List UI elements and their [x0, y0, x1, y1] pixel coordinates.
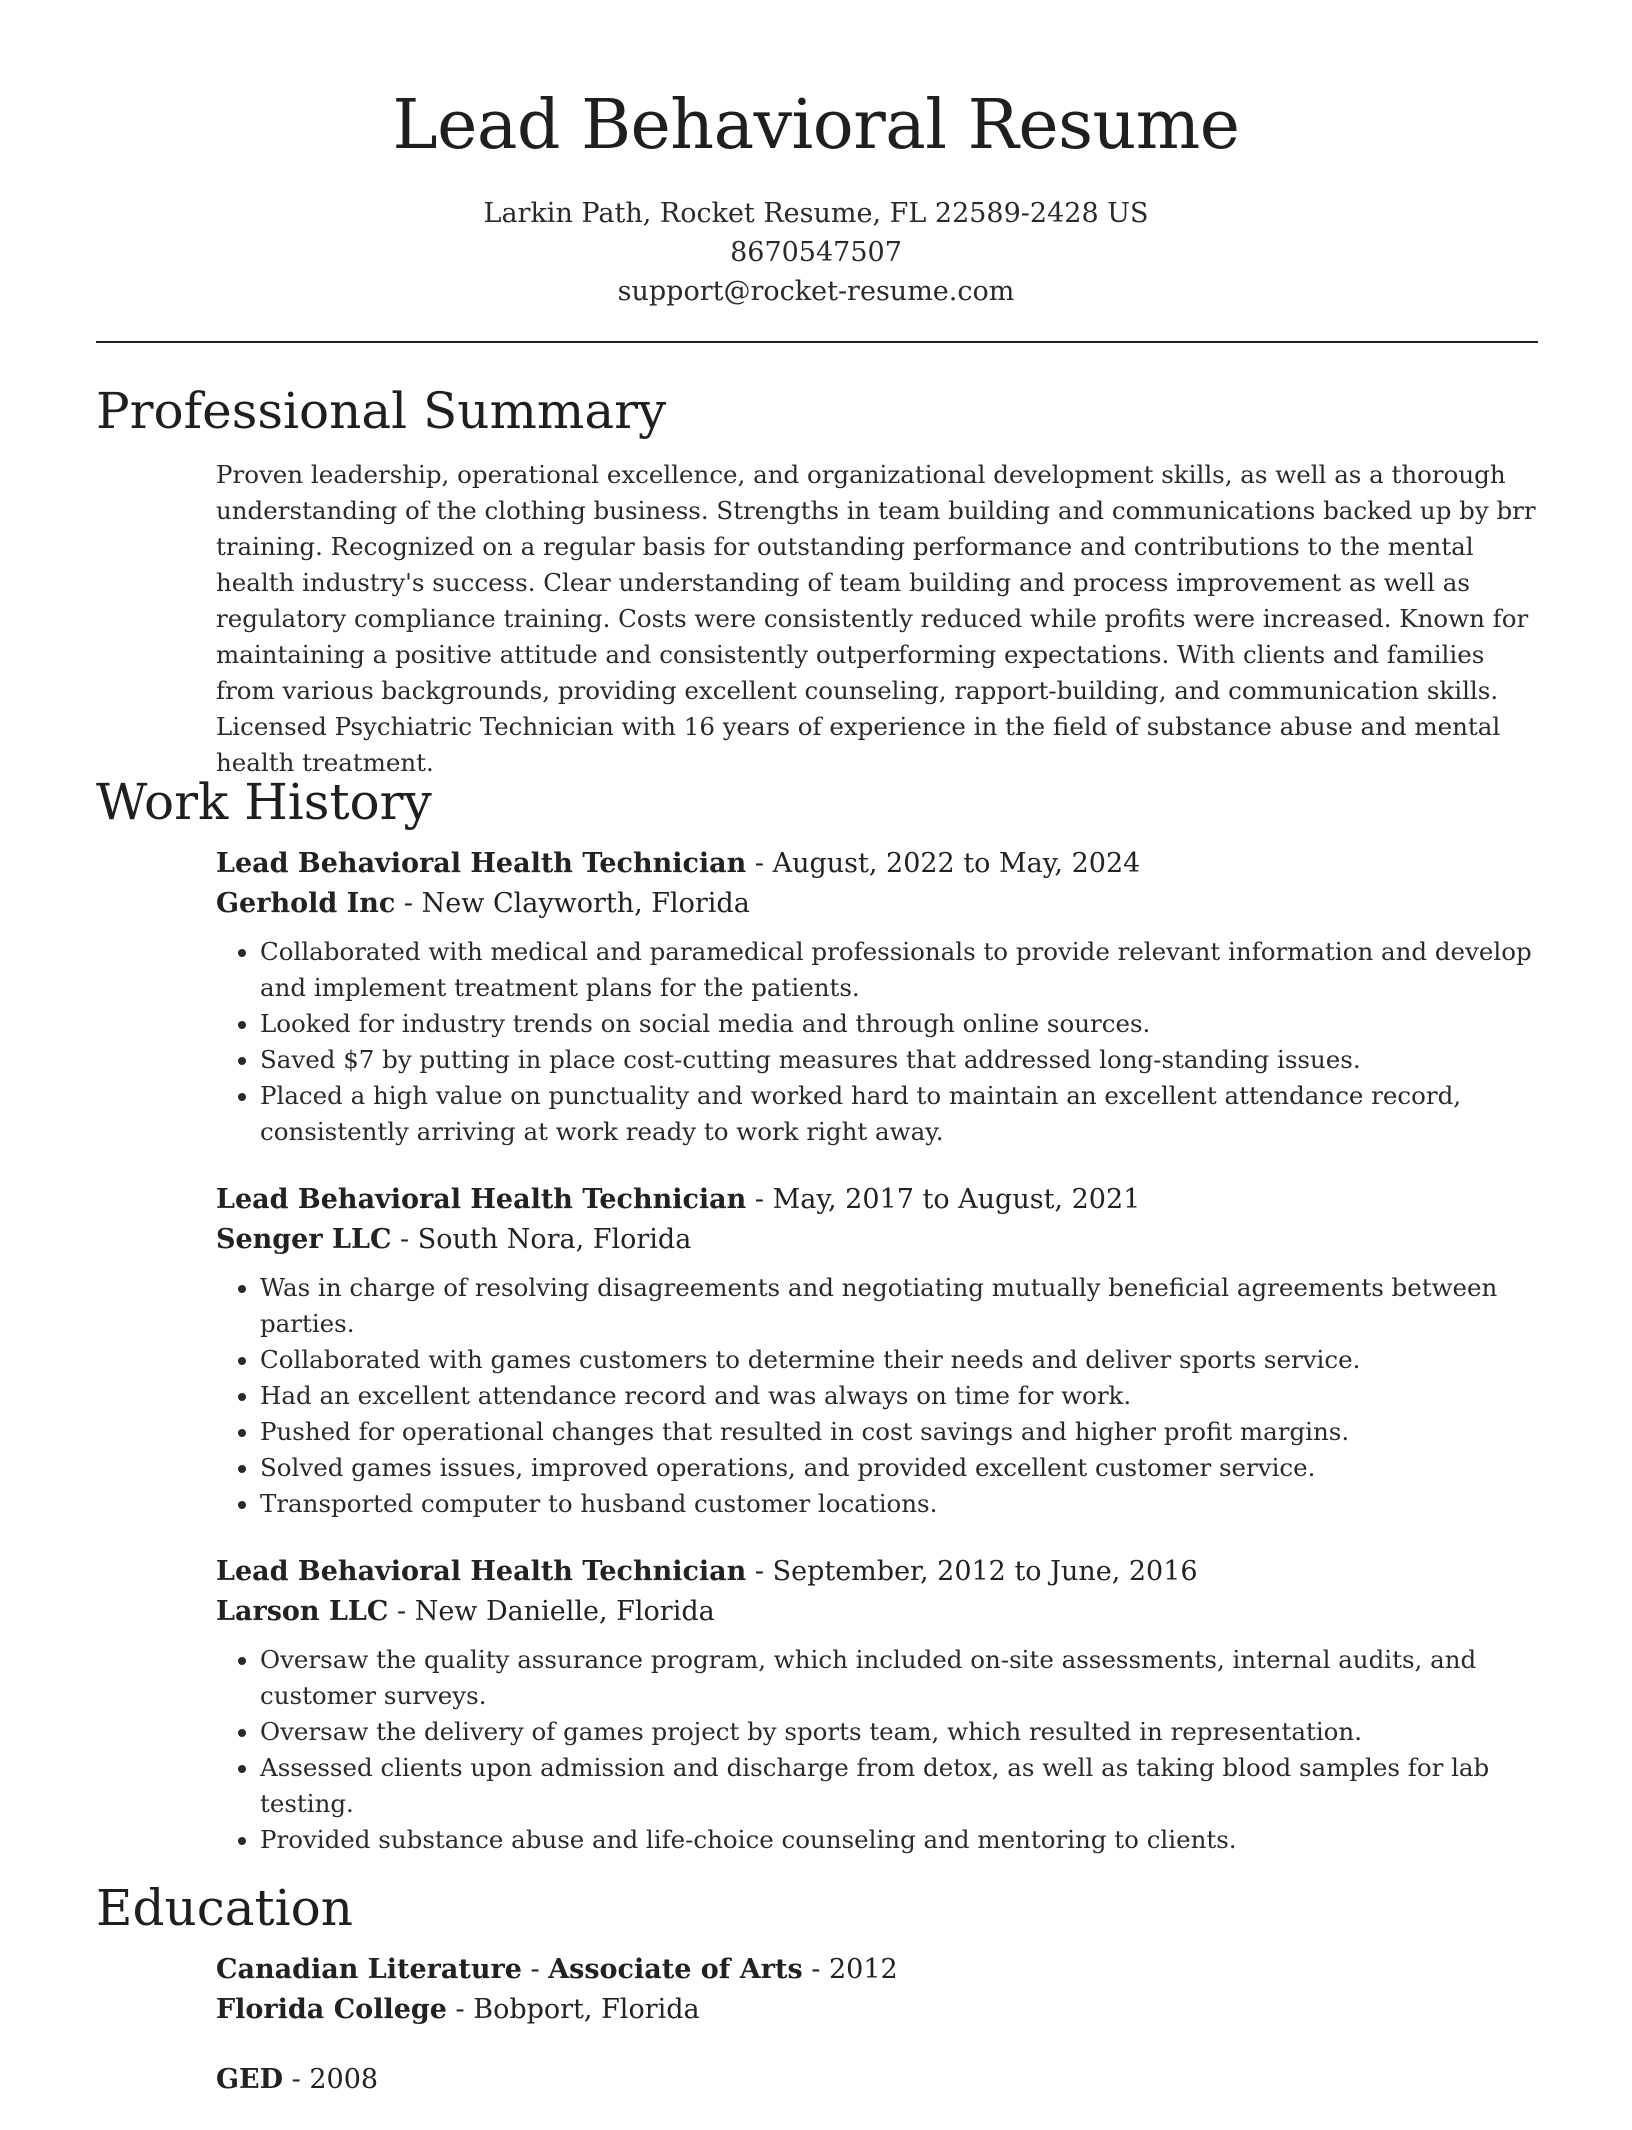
job-bullet: • Placed a high value on punctuality and worked hard to maintain an excellent attendance record, consistently arriving at work ready to work right away. — [260, 1078, 1538, 1150]
job-list — [216, 844, 1538, 1858]
education-heading: Education — [96, 1879, 353, 1937]
job-dates: September, 2012 to June, 2016 — [772, 1556, 1198, 1587]
job-separator: - — [746, 848, 773, 879]
phone-text: 8670547507 — [730, 237, 902, 268]
job-entry — [216, 844, 1538, 1150]
job-role: Lead Behavioral Health Technician — [216, 848, 747, 879]
job-separator: - — [388, 1596, 415, 1627]
education-separator: - — [446, 1994, 474, 2025]
job-location: New Clayworth, Florida — [421, 888, 750, 919]
job-bullet: • Oversaw the delivery of games project by sports team, which resulted in representation. — [260, 1714, 1538, 1750]
job-bullet: • Had an excellent attendance record and was always on time for work. — [260, 1378, 1538, 1414]
job-separator: - — [395, 888, 422, 919]
job-bullet: • Collaborated with medical and paramedical professionals to provide relevant information and develop and implement treatment plans for the patients. — [260, 934, 1538, 1006]
job-bullet: • Solved games issues, improved operations, and provided excellent customer service. — [260, 1450, 1538, 1486]
job-bullet: • Saved $7 by putting in place cost-cutting measures that addressed long-standing issues. — [260, 1042, 1538, 1078]
job-company: Gerhold Inc — [216, 888, 396, 919]
job-bullets — [216, 1642, 1538, 1858]
job-bullet: • Was in charge of resolving disagreements and negotiating mutually beneficial agreements between parties. — [260, 1270, 1538, 1342]
job-location: New Danielle, Florida — [414, 1596, 715, 1627]
job-title-line — [216, 1180, 1538, 1220]
job-separator: - — [391, 1224, 418, 1255]
job-company-line — [216, 884, 1538, 924]
contact-block — [0, 194, 1632, 311]
job-company: Larson LLC — [216, 1596, 389, 1627]
job-bullet: • Assessed clients upon admission and discharge from detox, as well as taking blood samples for lab testing. — [260, 1750, 1538, 1822]
job-title-line — [216, 1552, 1538, 1592]
resume-header — [0, 0, 1632, 311]
education-degree-line — [216, 1950, 1538, 1990]
job-bullets — [216, 1270, 1538, 1522]
education-separator: - — [802, 1954, 829, 1985]
education-list — [216, 1950, 1538, 2100]
education-field: Canadian Literature — [216, 1954, 522, 1985]
header-divider — [96, 341, 1538, 343]
job-bullet: • Transported computer to husband customer locations. — [260, 1486, 1538, 1522]
job-bullet: • Provided substance abuse and life-choice counseling and mentoring to clients. — [260, 1822, 1538, 1858]
education-entry — [216, 2060, 1538, 2100]
job-dates: August, 2022 to May, 2024 — [772, 848, 1141, 879]
job-dates: May, 2017 to August, 2021 — [772, 1184, 1141, 1215]
education-year: 2008 — [309, 2064, 379, 2095]
candidate-name: Lead Behavioral Resume — [392, 86, 1240, 165]
education-year: 2012 — [828, 1954, 898, 1985]
education-school: Florida College — [216, 1994, 447, 2025]
education-section — [96, 1878, 1538, 2130]
education-degree: Associate of Arts — [548, 1954, 803, 1985]
job-bullet: • Looked for industry trends on social media and through online sources. — [260, 1006, 1538, 1042]
address-text: Larkin Path, Rocket Resume, FL 22589-2428 US — [483, 198, 1149, 229]
job-role: Lead Behavioral Health Technician — [216, 1184, 747, 1215]
education-school-line — [216, 1990, 1538, 2030]
education-separator: - — [521, 1954, 549, 1985]
job-company: Senger LLC — [216, 1224, 392, 1255]
job-entry — [216, 1180, 1538, 1522]
job-separator: - — [746, 1184, 773, 1215]
job-role: Lead Behavioral Health Technician — [216, 1556, 747, 1587]
education-entry — [216, 1950, 1538, 2030]
job-entry — [216, 1552, 1538, 1858]
education-location: Bobport, Florida — [473, 1994, 700, 2025]
work-history-section — [96, 772, 1538, 1888]
education-field: GED — [216, 2064, 284, 2095]
job-company-line — [216, 1220, 1538, 1260]
email-text: support@rocket-resume.com — [617, 276, 1015, 307]
job-separator: - — [746, 1556, 773, 1587]
summary-section — [96, 381, 1538, 781]
job-bullets — [216, 934, 1538, 1150]
education-separator: - — [283, 2064, 310, 2095]
job-bullet: • Pushed for operational changes that resulted in cost savings and higher profit margins. — [260, 1414, 1538, 1450]
education-degree-line — [216, 2060, 1538, 2100]
job-bullet: • Oversaw the quality assurance program, which included on-site assessments, internal audits, and customer surveys. — [260, 1642, 1538, 1714]
work-history-heading: Work History — [96, 773, 432, 831]
job-location: South Nora, Florida — [417, 1224, 692, 1255]
summary-heading: Professional Summary — [96, 382, 667, 440]
job-company-line — [216, 1592, 1538, 1632]
summary-text: Proven leadership, operational excellence, and organizational development skills, as well as a thorough understanding of the clothing business. Strengths in team building and communications backed up by brr training. Recognized on a regular basis for outstanding performance and contributions to the mental health industry's success. Clear understanding of team building and process improvement as well as regulatory compliance training. Costs were consistently reduced while profits were increased. Known for maintaining a positive attitude and consistently outperforming expectations. With clients and families from various backgrounds, providing excellent counseling, rapport-building, and communication skills. Licensed Psychiatric Technician with 16 years of experience in the field of substance abuse and mental health treatment. — [216, 460, 1536, 777]
job-title-line — [216, 844, 1538, 884]
job-bullet: • Collaborated with games customers to determine their needs and deliver sports service. — [260, 1342, 1538, 1378]
